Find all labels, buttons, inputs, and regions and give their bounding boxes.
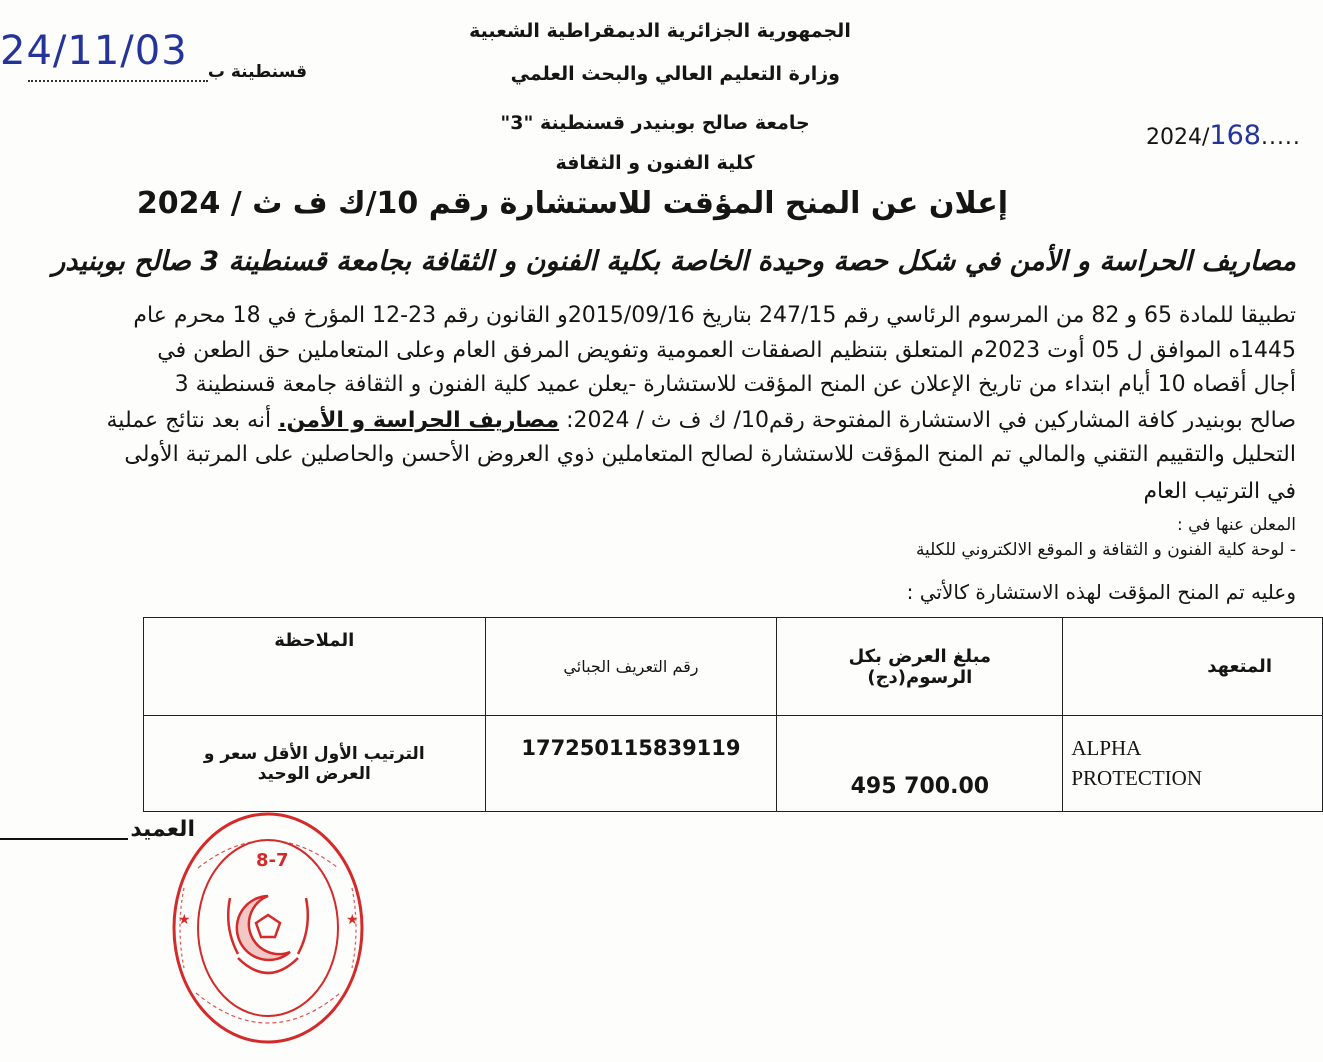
- announcement-title: إعلان عن المنح المؤقت للاستشارة رقم 10/ك ف ث / 2024: [136, 186, 1008, 221]
- header-university: جامعة صالح بوبنيدر قسنطينة "3": [500, 112, 810, 134]
- body-line-5: التحليل والتقييم التقني والمالي تم المنح المؤقت للاستشارة لصالح المتعاملين ذوي العروض الأحسن والحاصلين على المرتبة الأولى: [124, 442, 1296, 467]
- header-faculty: كلية الفنون و الثقافة: [555, 152, 755, 174]
- body-line-4-a: صالح بوبنيدر كافة المشاركين في الاستشارة المفتوحة رقم10/ ك ف ث / 2024:: [566, 408, 1296, 433]
- reference-handwritten: 168: [1209, 120, 1261, 151]
- body-line-4-subject: مصاريف الحراسة و الأمن.: [278, 408, 560, 433]
- signature-underline: [0, 838, 128, 840]
- svg-text:★: ★: [178, 912, 191, 928]
- body-line-4-c: أنه بعد نتائج عملية: [106, 408, 272, 433]
- body-line-9: وعليه تم المنح المؤقت لهذه الاستشارة كالأتي :: [906, 580, 1296, 604]
- date-dotted-line: [28, 80, 208, 82]
- header-republic: الجمهورية الجزائرية الديمقراطية الشعبية: [469, 20, 851, 42]
- cell-bidder: ALPHA PROTECTION: [1063, 716, 1323, 812]
- handwritten-date: 24/11/03: [0, 28, 188, 74]
- place-label: قسنطينة ب: [207, 62, 307, 82]
- body-line-2: 1445ه الموافق ل 05 أوت 2023م المتعلق بتنظيم الصفقات العمومية وتفويض المرفق العام وعلى المتعاملين حق الطعن في: [157, 338, 1296, 363]
- body-line-4: [0, 408, 1296, 433]
- svg-text:8-7: 8-7: [256, 850, 289, 871]
- table-row: [144, 716, 1323, 812]
- body-line-3: أجال أقصاه 10 أيام ابتداء من تاريخ الإعلان عن المنح المؤقت للاستشارة -يعلن عميد كلية الفنون و الثقافة جامعة قسنطينة 3: [174, 372, 1296, 397]
- header-remark: الملاحظة: [144, 618, 486, 716]
- announcement-subtitle: مصاريف الحراسة و الأمن في شكل حصة وحيدة الخاصة بكلية الفنون و الثقافة بجامعة قسنطينة 3 صالح بوبنيدر: [52, 246, 1296, 277]
- cell-tax-id: 177250115839119: [485, 716, 777, 812]
- reference-number: 2024/168.....: [1146, 120, 1301, 151]
- header-bidder: المتعهد: [1063, 618, 1323, 716]
- cell-amount: 495 700.00: [777, 716, 1063, 812]
- header-ministry: وزارة التعليم العالي والبحث العلمي: [510, 63, 840, 85]
- table-header-row: [144, 618, 1323, 716]
- award-table: [143, 617, 1323, 812]
- official-stamp: [168, 808, 368, 1058]
- body-line-1: تطبيقا للمادة 65 و 82 من المرسوم الرئاسي رقم 247/15 بتاريخ 2015/09/16و القانون رقم 23-12 المؤرخ في 18 محرم عام: [133, 303, 1296, 328]
- header-amount: مبلغ العرض بكل الرسوم(دج): [777, 618, 1063, 716]
- body-line-7: المعلن عنها في :: [1176, 515, 1296, 535]
- reference-printed: 2024/: [1146, 125, 1210, 150]
- svg-text:★: ★: [346, 912, 359, 928]
- header-tax-id: رقم التعريف الجبائي: [485, 618, 777, 716]
- signature-label: العميد: [130, 817, 195, 842]
- body-line-6: في الترتيب العام: [1143, 479, 1296, 504]
- cell-remark: الترتيب الأول الأقل سعر و العرض الوحيد: [144, 716, 486, 812]
- body-line-8: - لوحة كلية الفنون و الثقافة و الموقع الالكتروني للكلية: [915, 540, 1296, 560]
